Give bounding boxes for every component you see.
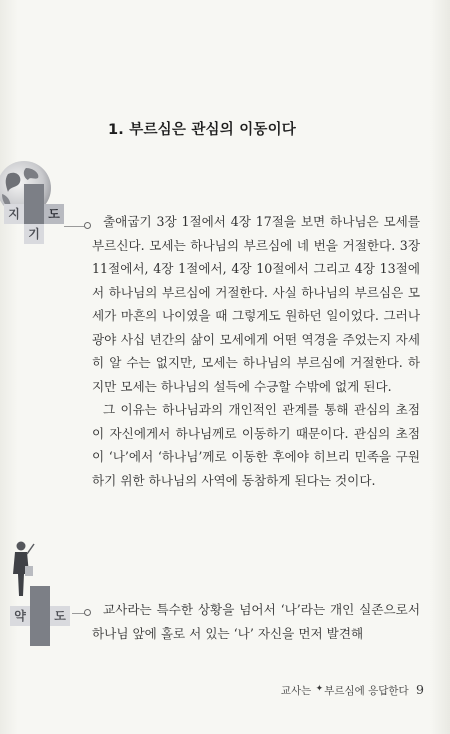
section-title: 1. 부르심은 관심의 이동이다 [108,122,297,138]
star-icon: ✦ [315,684,324,694]
paragraph-1: 출애굽기 3장 1절에서 4장 17절을 보면 하나님은 모세를 부르신다. 모세는 하나님의 부르심에 네 번을 거절한다. 3장 11절에서, 4장 1절에서, 4장 10절에서 그리고 4장 13절에서 하나님의 부르심에 거절한다. 사실 하나님의 부르심은 모세가 마흔의 나이였을 때 그렇게도 원하던 일이었다. 그러나 광야 사십 년간의 삶이 모세에게 어떤 역경을 주었는지 자세히 알 수는 없지만, 모세는 하나님의 부르심에 거절한다. 하지만 모세는 하나님의 설득에 수긍할 수밖에 없게 된다. [92,214,420,394]
running-head-part-1: 교사는 [280,685,312,697]
deco-tile-blank-5 [30,626,50,646]
deco-tile-blank-4 [30,606,50,626]
page-footer [281,682,424,698]
page-number: 9 [416,682,424,697]
body-text-main [92,210,420,492]
paragraph-marker-line [64,226,86,227]
paragraph-2: 그 이유는 하나님과의 개인적인 관계를 통해 관심의 초점이 자신에게서 하나님께로 이동하기 때문이다. 관심의 초점이 ‘나’에서 ‘하나님’께로 이동한 후에야 히브리 민족을 구원하기 위한 하나님의 사역에 동참하게 된다는 것이다. [92,402,420,488]
paragraph-marker-dot [84,222,91,229]
paragraph-marker-dot-2 [84,609,91,616]
deco-tile-blank-3 [30,586,50,606]
deco-tile-4: 약 [10,606,30,626]
running-head-part-2: 부르심에 응답한다 [324,685,409,697]
deco-tile-3: 기 [24,224,44,244]
deco-tile-1: 지 [4,204,24,224]
deco-tile-blank-2 [24,204,44,224]
deco-tile-2: 도 [44,204,64,224]
body-text-continued [92,598,420,645]
deco-tile-5: 도 [50,606,70,626]
paragraph-3: 교사라는 특수한 상황을 넘어서 ‘나’라는 개인 실존으로서 하나님 앞에 홀로 서 있는 ‘나’ 자신을 먼저 발견해 [92,602,420,641]
deco-tile-blank-1 [24,184,44,204]
